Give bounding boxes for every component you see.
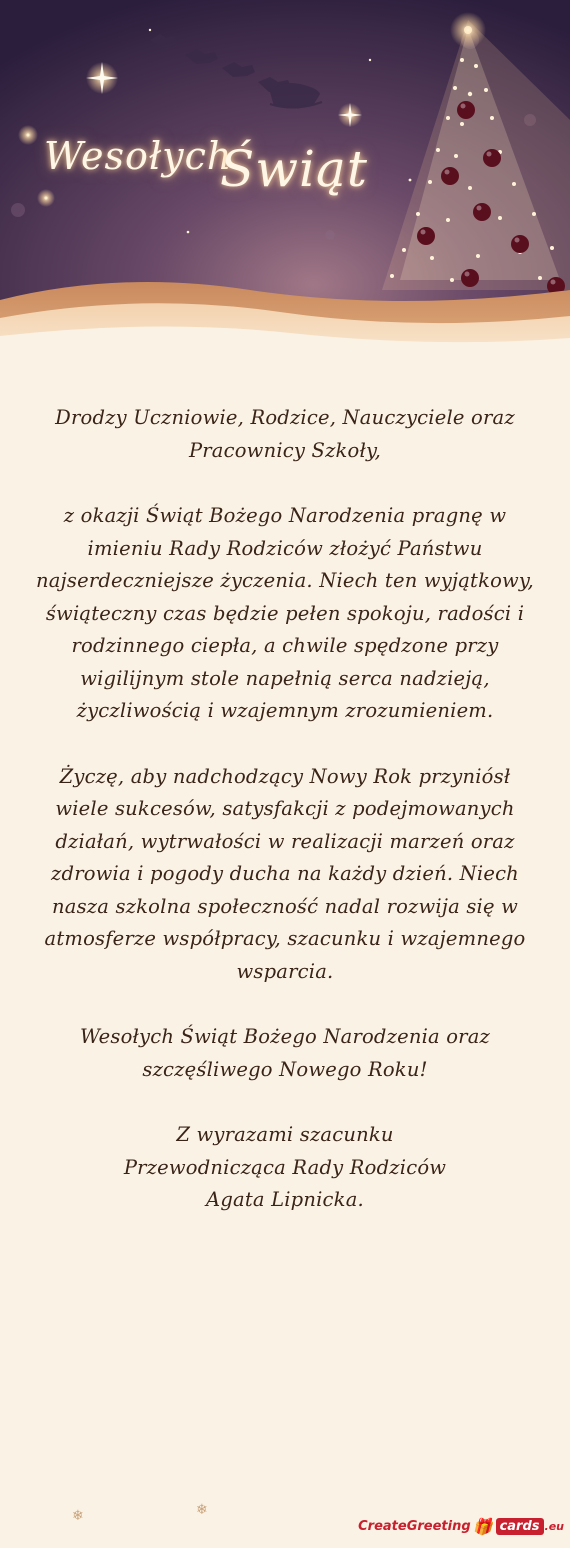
signature-line-2: Przewodnicząca Rady Rodziców xyxy=(123,1155,447,1179)
logo-text-3: .eu xyxy=(544,1519,564,1533)
message-paragraph-1: z okazji Świąt Bożego Narodzenia pragnę w imieniu Rady Rodziców złożyć Państwu najserdeczniejsze życzenia. Niech ten wyjątkowy, świąteczny czas będzie pełen spokoju, radości i rodzinnego ciepła, a chwile spędzone przy wigilijnym stole napełnią serca nadzieją, życzliwością i wzajemnym zrozumieniem. xyxy=(36,504,534,722)
title-word-2: Świąt xyxy=(220,140,368,198)
createwithcards-logo[interactable] xyxy=(358,1512,564,1540)
header-title xyxy=(44,118,384,208)
wishes-line: Wesołych Świąt Bożego Narodzenia oraz szczęśliwego Nowego Roku! xyxy=(79,1025,491,1081)
snowflake-icon: ❄ xyxy=(196,1502,208,1518)
message-paragraph-2: Życzę, aby nadchodzący Nowy Rok przyniósł wiele sukcesów, satysfakcji z podejmowanych działań, wytrwałości w realizacji marzeń oraz zdrowia i pogody ducha na każdy dzień. Niech nasza szkolna społeczność nadal rozwija się w atmosferze współpracy, szacunku i wzajemnego wsparcia. xyxy=(44,764,526,983)
title-word-1: Wesołych xyxy=(44,134,233,178)
snowflake-icon: ❄ xyxy=(72,1508,84,1524)
logo-text-1: CreateGreeting xyxy=(358,1518,471,1534)
message-body xyxy=(30,402,540,1217)
signature-name: Agata Lipnicka. xyxy=(206,1188,364,1211)
header-illustration xyxy=(0,0,570,380)
signature-line-1: Z wyrazami szacunku xyxy=(176,1123,394,1146)
gift-icon: 🎁 xyxy=(472,1516,493,1536)
greeting-line: Drodzy Uczniowie, Rodzice, Nauczyciele oraz Pracownicy Szkoły, xyxy=(55,406,515,462)
logo-text-2: cards xyxy=(496,1518,544,1535)
